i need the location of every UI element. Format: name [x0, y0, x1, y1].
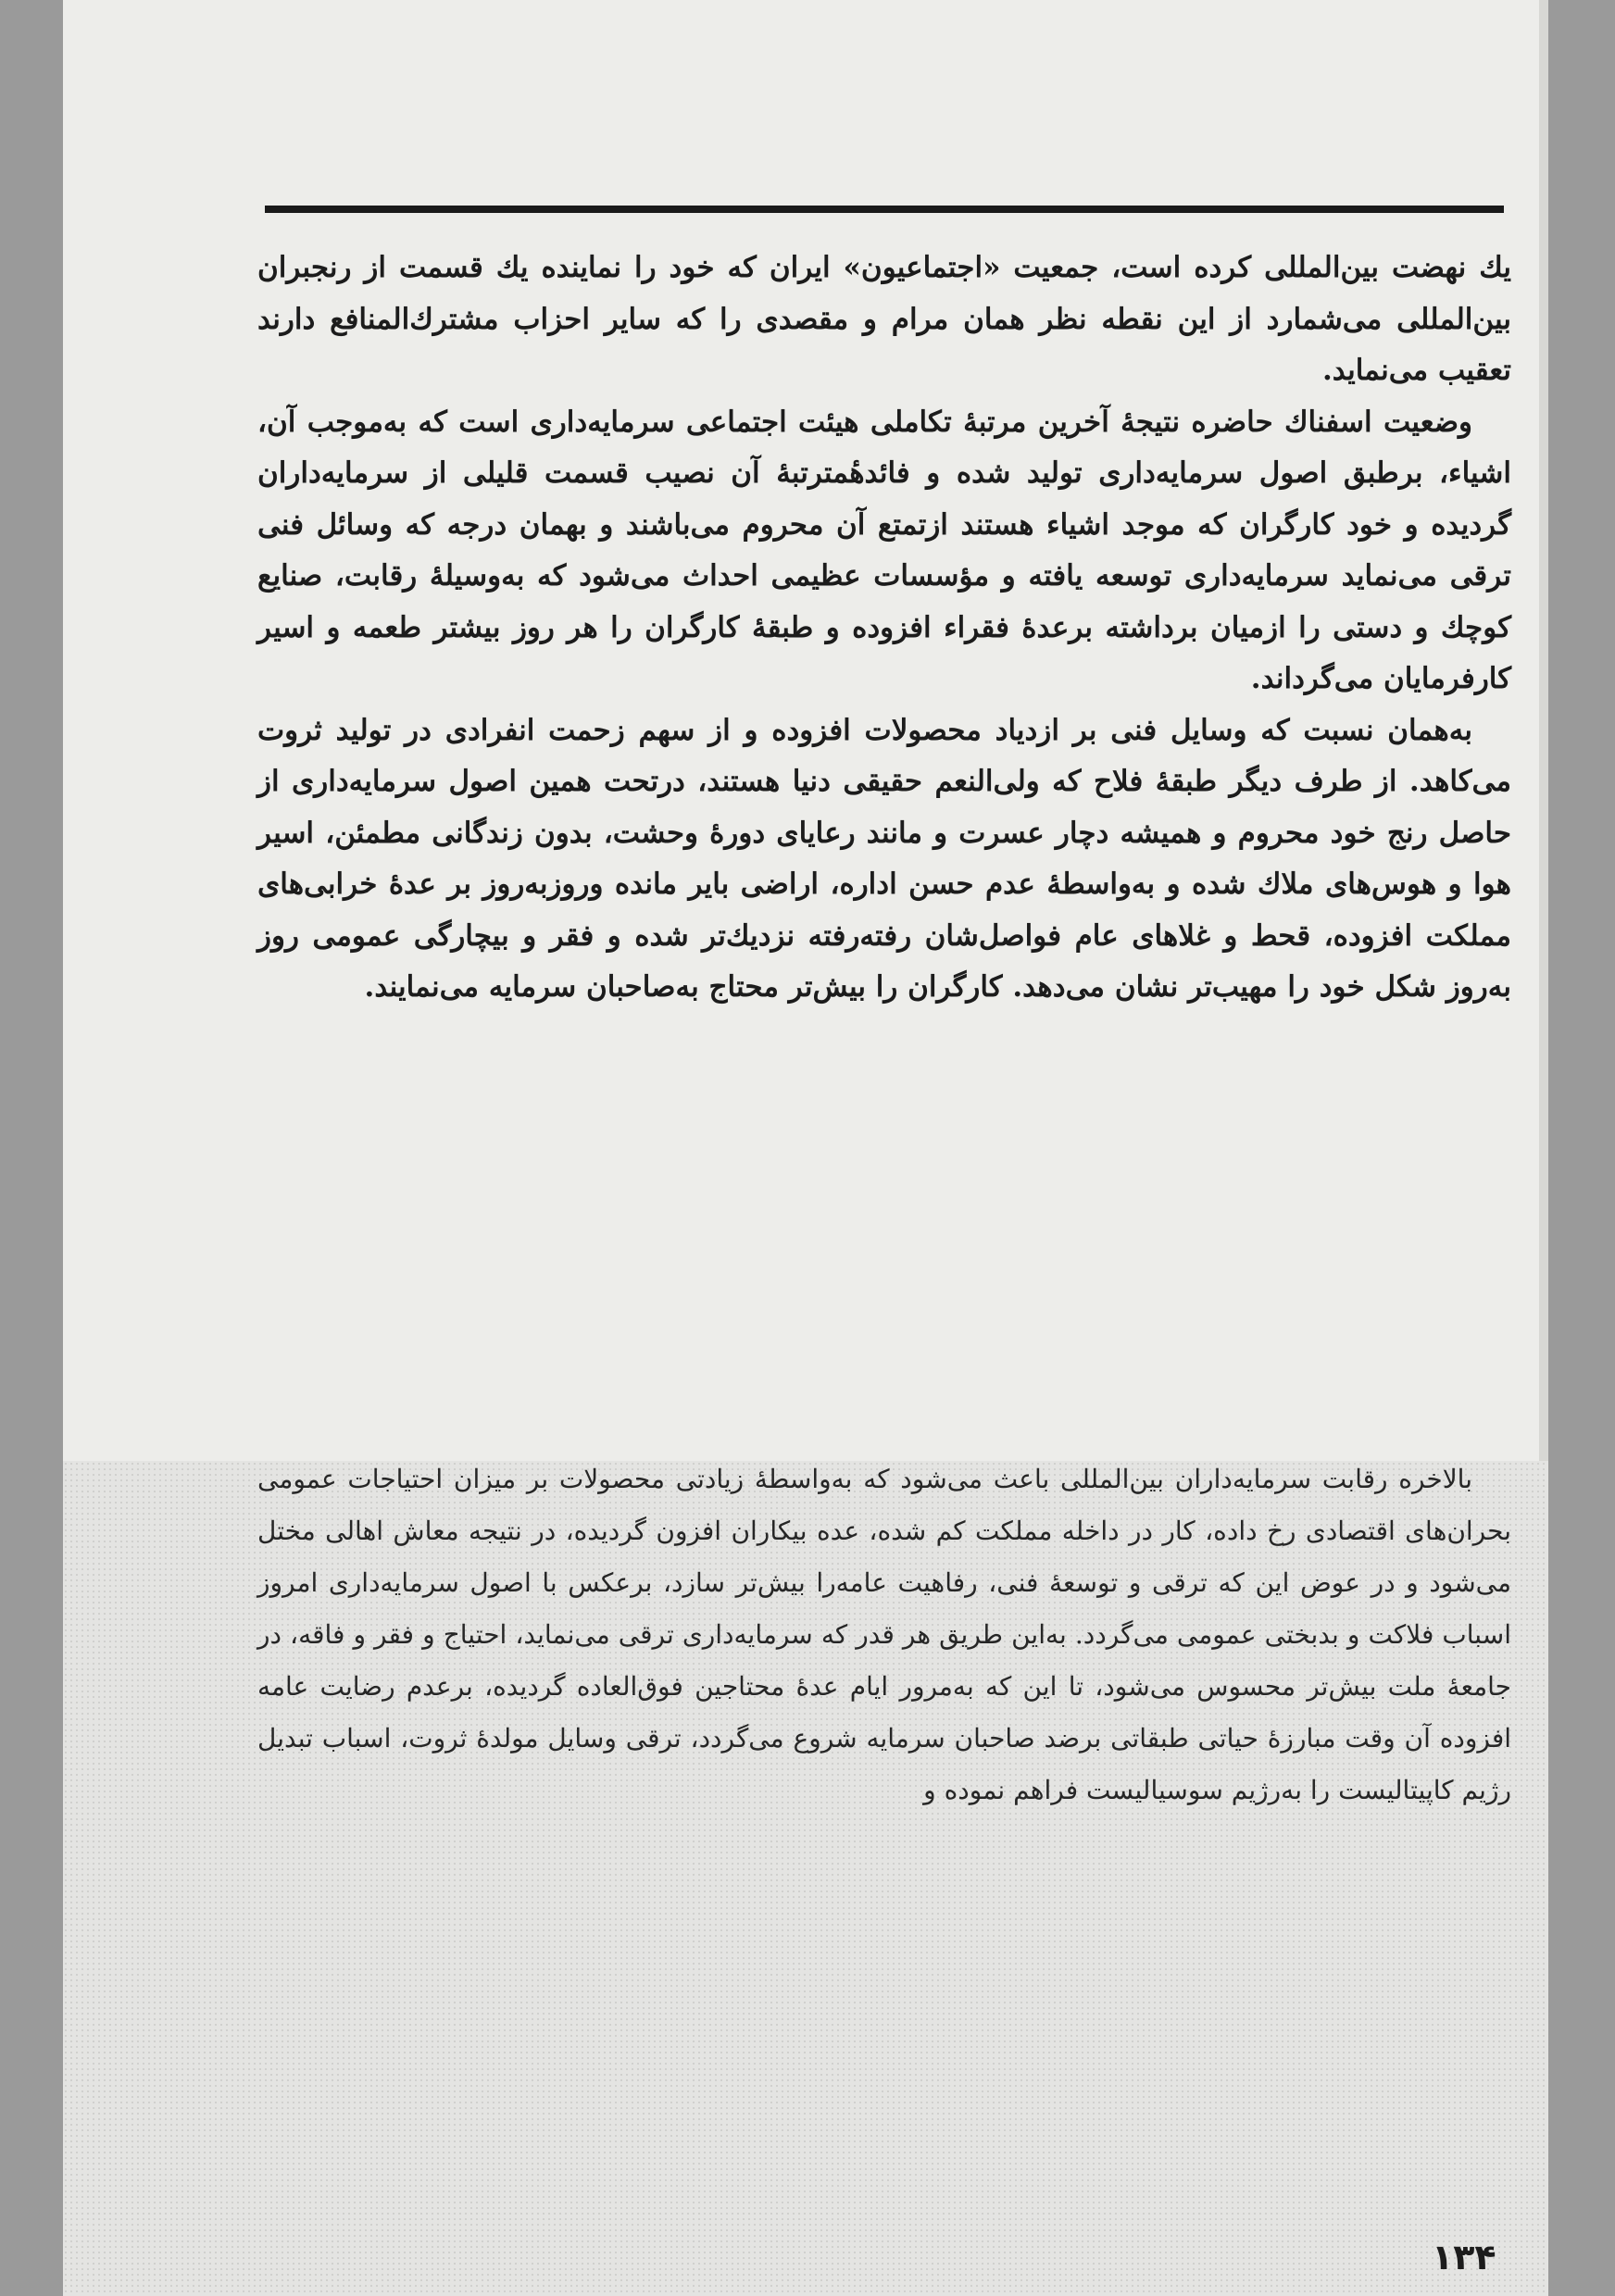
paragraph-3: به‌همان نسبت که وسایل فنی بر ازدیاد محصولات افزوده و از سهم زحمت انفرادی در تولید ثروت می‌کاهد. از طرف دیگر طبقهٔ فلاح که ولی‌النعم حقیقی دنیا هستند، درتحت همین اصول سرمایه‌داری از حاصل رنج خود محروم و همیشه دچار عسرت و مانند رعایای دورهٔ وحشت، بدون زندگانی مطمئن، اسیر هوا و هوس‌های ملاك شده و به‌واسطهٔ عدم حسن اداره، اراضی بایر مانده وروزبه‌روز بر عدهٔ خرابی‌های مملکت افزوده، قحط و غلاهای عام فواصل‌شان رفته‌رفته نزدیك‌تر شده و فقر و بیچارگی عمومی روز به‌روز شکل خود را مهیب‌تر نشان می‌دهد. کارگران را بیش‌تر محتاج به‌صاحبان سرمایه می‌نمایند. [257, 713, 1511, 1004]
book-page [63, 0, 1548, 2296]
paragraph-2: وضعیت اسفناك حاضره نتیجهٔ آخرین مرتبهٔ تکاملی هیئت اجتماعی سرمایه‌داری است که به‌موجب آن، اشیاء، برطبق اصول سرمایه‌داری تولید شده و فائدهٔمترتبهٔ آن نصیب قسمت قلیلی از سرمایه‌داران گردیده و خود کارگران که موجد اشیاء هستند ازتمتع آن محروم می‌باشند و بهمان درجه که وسائل فنی ترقی می‌نماید سرمایه‌داری توسعه یافته و مؤسسات عظیمی احداث می‌شود که به‌وسیلهٔ رقابت، صنایع کوچك و دستی را ازمیان برداشته برعدهٔ فقراء افزوده و طبقهٔ کارگران را هر روز بیشتر طعمه و اسیر کارفرمایان می‌گرداند. [257, 405, 1511, 695]
paragraph-4: بالاخره رقابت سرمایه‌داران بین‌المللی باعث می‌شود که به‌واسطهٔ زیادتی محصولات بر میزان احتیاجات عمومی بحران‌های اقتصادی رخ داده، کار در داخله مملکت کم شده، عده بیکاران افزون گردیده، در نتیجه معاش اهالی مختل می‌شود و در عوض این که ترقی و توسعهٔ فنی، رفاهیت عامه‌را بیش‌تر سازد، برعکس با اصول سرمایه‌داری امروز اسباب فلاکت و بدبختی عمومی می‌گردد. به‌این طریق هر قدر که سرمایه‌داری ترقی می‌نماید، احتیاج و فقر و فاقه، در جامعهٔ ملت بیش‌تر محسوس می‌شود، تا این که به‌مرور ایام عدهٔ محتاجین فوق‌العاده گردیده، برعدم رضایت عامه افزوده آن وقت مبارزهٔ حیاتی طبقاتی برضد صاحبان سرمایه شروع می‌گردد، ترقی وسایل مولدهٔ ثروت، اسباب تبدیل رژیم کاپیتالیست را به‌رژیم سوسیالیست فراهم نموده و [257, 1464, 1511, 1805]
page-number: ۱۳۴ [1432, 2237, 1496, 2277]
header-rule [265, 206, 1504, 213]
paragraph-1: یك نهضت بین‌المللی کرده است، جمعیت «اجتماعیون» ایران که خود را نماینده یك قسمت از رنجبران بین‌المللی می‌شمارد از این نقطه نظر همان مرام و مقصدی را که سایر احزاب مشترك‌المنافع دارند تعقیب می‌نماید. [257, 251, 1511, 387]
body-text-upper [257, 243, 1511, 1014]
body-text-lower [257, 1454, 1511, 1816]
